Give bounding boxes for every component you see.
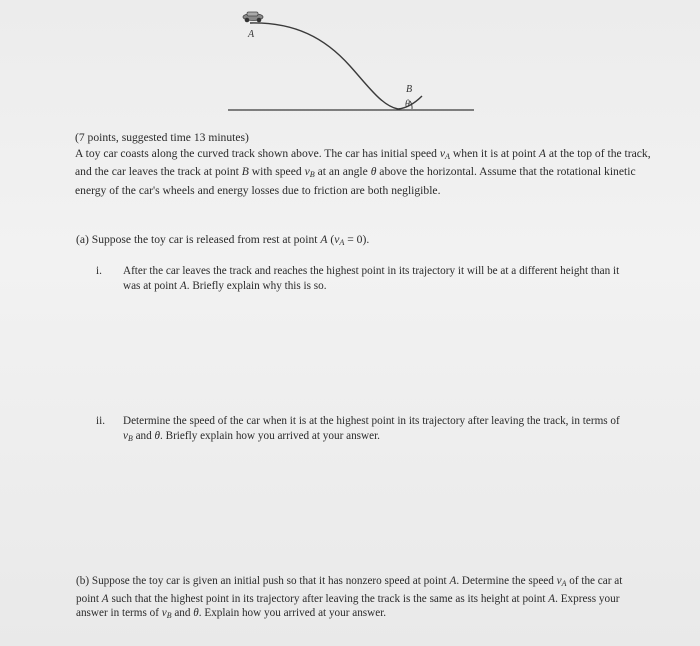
- label-point-b: B: [406, 84, 413, 95]
- label-theta: θ: [405, 99, 410, 110]
- item-text: Determine the speed of the car when it is at the highest point in its trajectory after leaving the track, in terms of $v_B$ and θ. Briefly explain how you arrived at your answer.: [123, 415, 620, 443]
- part-b-prompt: (b) Suppose the toy car is given an initial push so that it has nonzero speed at point A. Determine the speed $v_A$ of the car at point A such that the highest point in its trajectory after leaving the track is the same as its height at point A. Express your answer in terms of $v_B$ and θ. Explain how you arrived at your answer.: [76, 575, 623, 620]
- item-number: ii.: [96, 415, 106, 427]
- part-a-prompt: (a) Suppose the toy car is released from rest at point A $(v_A = 0)$.: [76, 233, 370, 247]
- problem-header: (7 points, suggested time 13 minutes): [75, 131, 249, 144]
- toy-car-icon: [243, 12, 263, 22]
- label-point-a: A: [248, 29, 255, 40]
- item-number: i.: [96, 265, 102, 277]
- problem-statement: A toy car coasts along the curved track shown above. The car has initial speed $v_A$ when it is at point A at the top of the track, and the car leaves the track at point B with speed $v_B$ at an angle θ above the horizontal. Assume that the rotational kinetic energy of the car's wheels and energy losses due to friction are both negligible.: [75, 146, 651, 197]
- track-diagram: [220, 8, 490, 118]
- curved-track: [250, 23, 422, 109]
- item-text: After the car leaves the track and reaches the highest point in its trajectory it will be at a different height than it was at point A. Briefly explain why this is so.: [123, 265, 620, 292]
- problem-intro: [75, 130, 655, 198]
